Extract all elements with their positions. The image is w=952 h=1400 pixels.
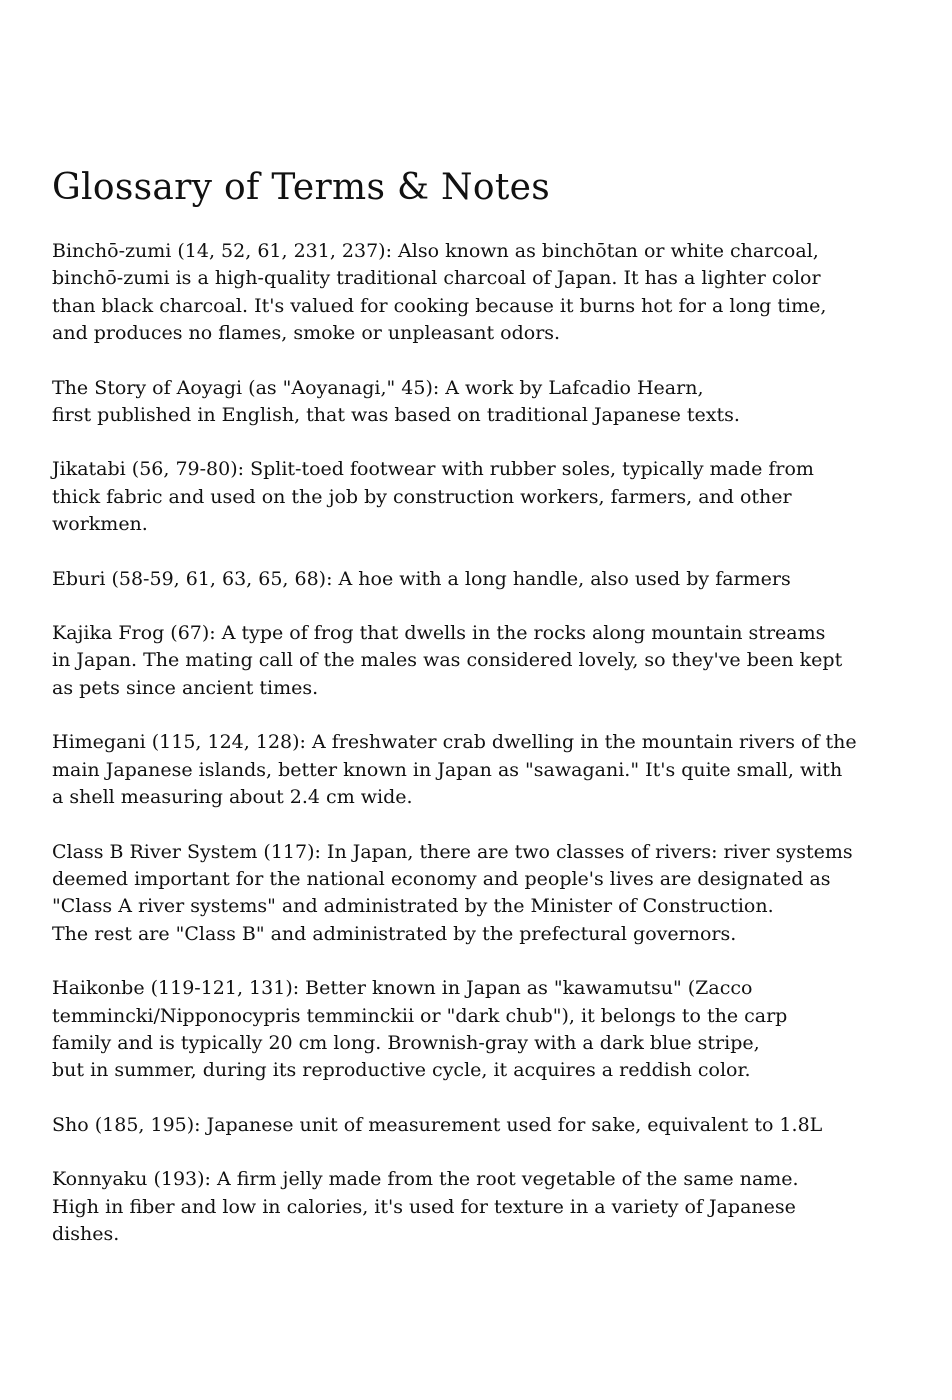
glossary-entry-konnyaku: Konnyaku (193): A firm jelly made from the root vegetable of the same name. High in fiber and low in calories, it's used for texture in a variety of Japanese dishes. [52,1168,799,1245]
glossary-entry-sho: Sho (185, 195): Japanese unit of measurement used for sake, equivalent to 1.8L [52,1113,823,1136]
glossary-entry-story-of-aoyagi: The Story of Aoyagi (as "Aoyanagi," 45): A work by Lafcadio Hearn, first published in English, that was based on traditional Japanese texts. [52,376,740,427]
glossary-entry-eburi: Eburi (58-59, 61, 63, 65, 68): A hoe with a long handle, also used by farmers [52,567,791,590]
page-title: Glossary of Terms & Notes [52,167,550,208]
glossary-entry-class-b-river-system: Class B River System (117): In Japan, there are two classes of rivers: river systems deemed important for the national economy and people's lives are designated as "Class A river systems" and administrated by the Minister of Construction. The rest are "Class B" and administrated by the prefectural governors. [52,840,853,945]
glossary-entry-jikatabi: Jikatabi (56, 79-80): Split-toed footwear with rubber soles, typically made from thick fabric and used on the job by construction workers, farmers, and other workmen. [52,458,814,536]
glossary-entry-himegani: Himegani (115, 124, 128): A freshwater crab dwelling in the mountain rivers of the main Japanese islands, better known in Japan as "sawagani." It's quite small, with a shell measuring about 2.4 cm wide. [52,731,857,809]
glossary-page [52,166,912,1275]
glossary-entry-bincho-zumi: Binchō-zumi (14, 52, 61, 231, 237): Also known as binchōtan or white charcoal, binchō-zumi is a high-quality traditional charcoal of Japan. It has a lighter color than black charcoal. It's valued for cooking because it burns hot for a long time, and produces no flames, smoke or unpleasant odors. [52,240,827,345]
glossary-entry-haikonbe: Haikonbe (119-121, 131): Better known in Japan as "kawamutsu" (Zacco temmincki/Nipponocypris temminckii or "dark chub"), it belongs to the carp family and is typically 20 cm long. Brownish-gray with a dark blue stripe, but in summer, during its reproductive cycle, it acquires a reddish color. [52,977,788,1082]
glossary-entry-kajika-frog: Kajika Frog (67): A type of frog that dwells in the rocks along mountain streams in Japan. The mating call of the males was considered lovely, so they've been kept as pets since ancient times. [52,622,843,699]
